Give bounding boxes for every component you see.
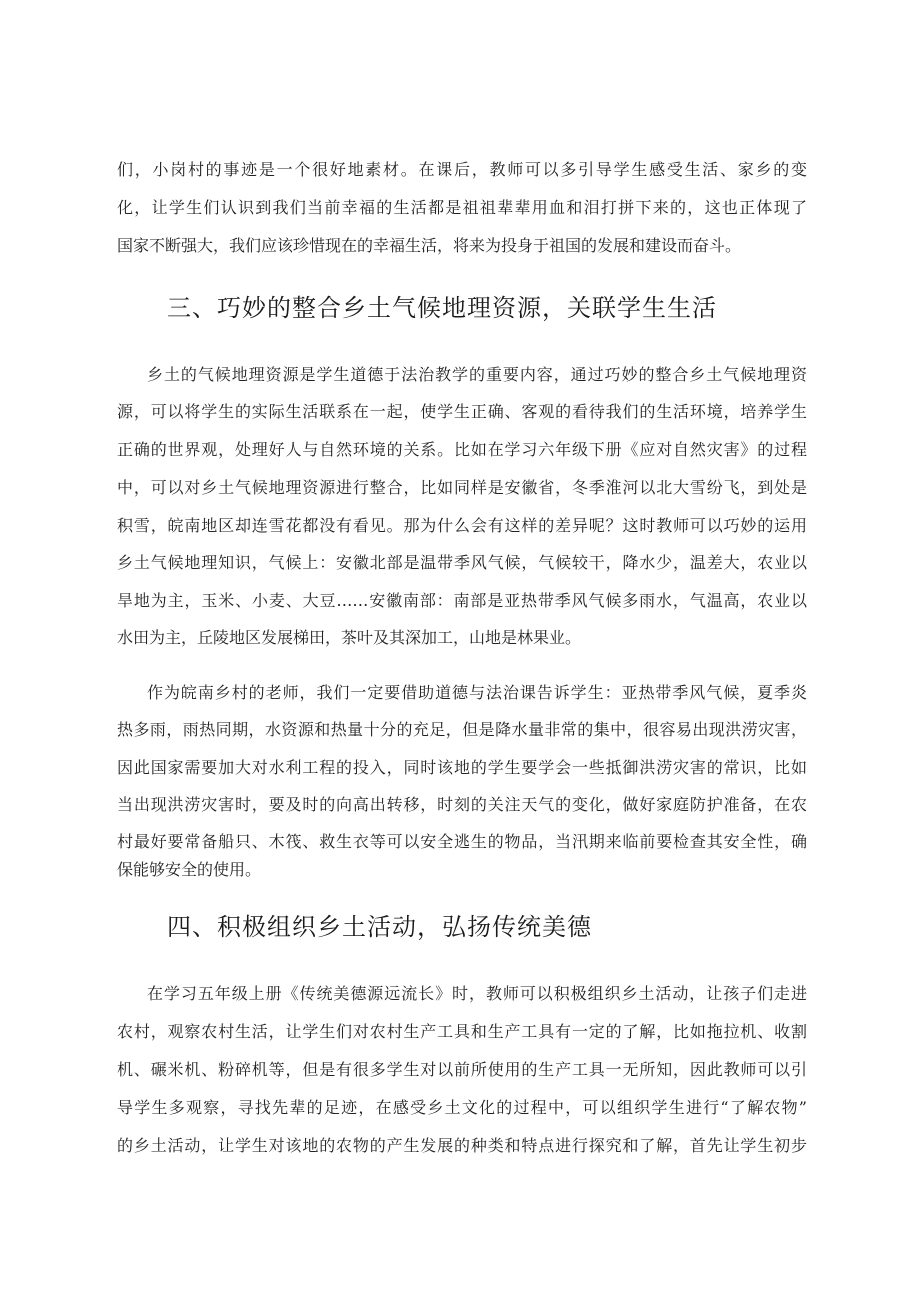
paragraph-4-line-1: 在学习五年级上册《传统美德源远流长》时，教师可以积极组织乡土活动，让孩子们走进 [147, 984, 807, 1003]
paragraph-2-line-3: 正确的世界观，处理好人与自然环境的关系。比如在学习六年级下册《应对自然灾害》的过程 [117, 440, 807, 459]
paragraph-2-line-7: 旱地为主，玉米、小麦、大豆……安徽南部：南部是亚热带季风气候多雨水，气温高，农业以 [117, 591, 807, 610]
paragraph-4-line-3: 机、碾米机、粉碎机等，但是有很多学生对以前所使用的生产工具一无所知，因此教师可以引 [117, 1060, 807, 1079]
paragraph-3-line-6: 保能够安全的使用。 [117, 860, 262, 879]
paragraph-3-line-3: 因此国家需要加大对水利工程的投入，同时该地的学生要学会一些抵御洪涝灾害的常识，比如 [117, 758, 807, 777]
paragraph-4-line-2: 农村，观察农村生活，让学生们对农村生产工具和生产工具有一定的了解，比如拖拉机、收割 [117, 1022, 807, 1041]
paragraph-4-line-5: 的乡土活动，让学生对该地的农物的产生发展的种类和特点进行探究和了解，首先让学生初步 [117, 1136, 807, 1155]
paragraph-1-line-3: 国家不断强大，我们应该珍惜现在的幸福生活，将来为投身于祖国的发展和建设而奋斗。 [117, 236, 742, 255]
paragraph-1-line-2: 化，让学生们认识到我们当前幸福的生活都是祖祖辈辈用血和泪打拼下来的，这也正体现了 [117, 198, 807, 217]
paragraph-2-line-2: 源，可以将学生的实际生活联系在一起，使学生正确、客观的看待我们的生活环境，培养学生 [117, 402, 807, 421]
paragraph-2-line-5: 积雪，皖南地区却连雪花都没有看见。那为什么会有这样的差异呢？这时教师可以巧妙的运用 [117, 516, 807, 535]
paragraph-4-line-4: 导学生多观察，寻找先辈的足迹，在感受乡土文化的过程中，可以组织学生进行“了解农物” [117, 1098, 807, 1117]
paragraph-3-line-4: 当出现洪涝灾害时，要及时的向高出转移，时刻的关注天气的变化，做好家庭防护准备，在农 [117, 795, 807, 814]
paragraph-2-line-4: 中，可以对乡土气候地理资源进行整合，比如同样是安徽省，冬季淮河以北大雪纷飞，到处是 [117, 478, 807, 497]
paragraph-3-line-5: 村最好要常备船只、木筏、救生衣等可以安全逃生的物品，当汛期来临前要检查其安全性，确 [117, 832, 807, 851]
paragraph-2-line-6: 乡土气候地理知识，气候上：安徽北部是温带季风气候，气候较干，降水少，温差大，农业以 [117, 553, 807, 572]
paragraph-2-line-8: 水田为主，丘陵地区发展梯田，茶叶及其深加工，山地是林果业。 [117, 628, 582, 647]
paragraph-3-line-1: 作为皖南乡村的老师，我们一定要借助道德与法治课告诉学生：亚热带季风气候，夏季炎 [147, 683, 807, 702]
paragraph-2-line-1: 乡土的气候地理资源是学生道德于法治教学的重要内容，通过巧妙的整合乡土气候地理资 [147, 365, 807, 384]
section-heading-4: 四、积极组织乡土活动，弘扬传统美德 [167, 913, 592, 941]
paragraph-3-line-2: 热多雨，雨热同期，水资源和热量十分的充足，但是降水量非常的集中，很容易出现洪涝灾害， [117, 720, 807, 739]
section-heading-3: 三、巧妙的整合乡土气候地理资源，关联学生生活 [167, 294, 717, 322]
paragraph-1-line-1: 们，小岗村的事迹是一个很好地素材。在课后，教师可以多引导学生感受生活、家乡的变 [117, 160, 807, 179]
